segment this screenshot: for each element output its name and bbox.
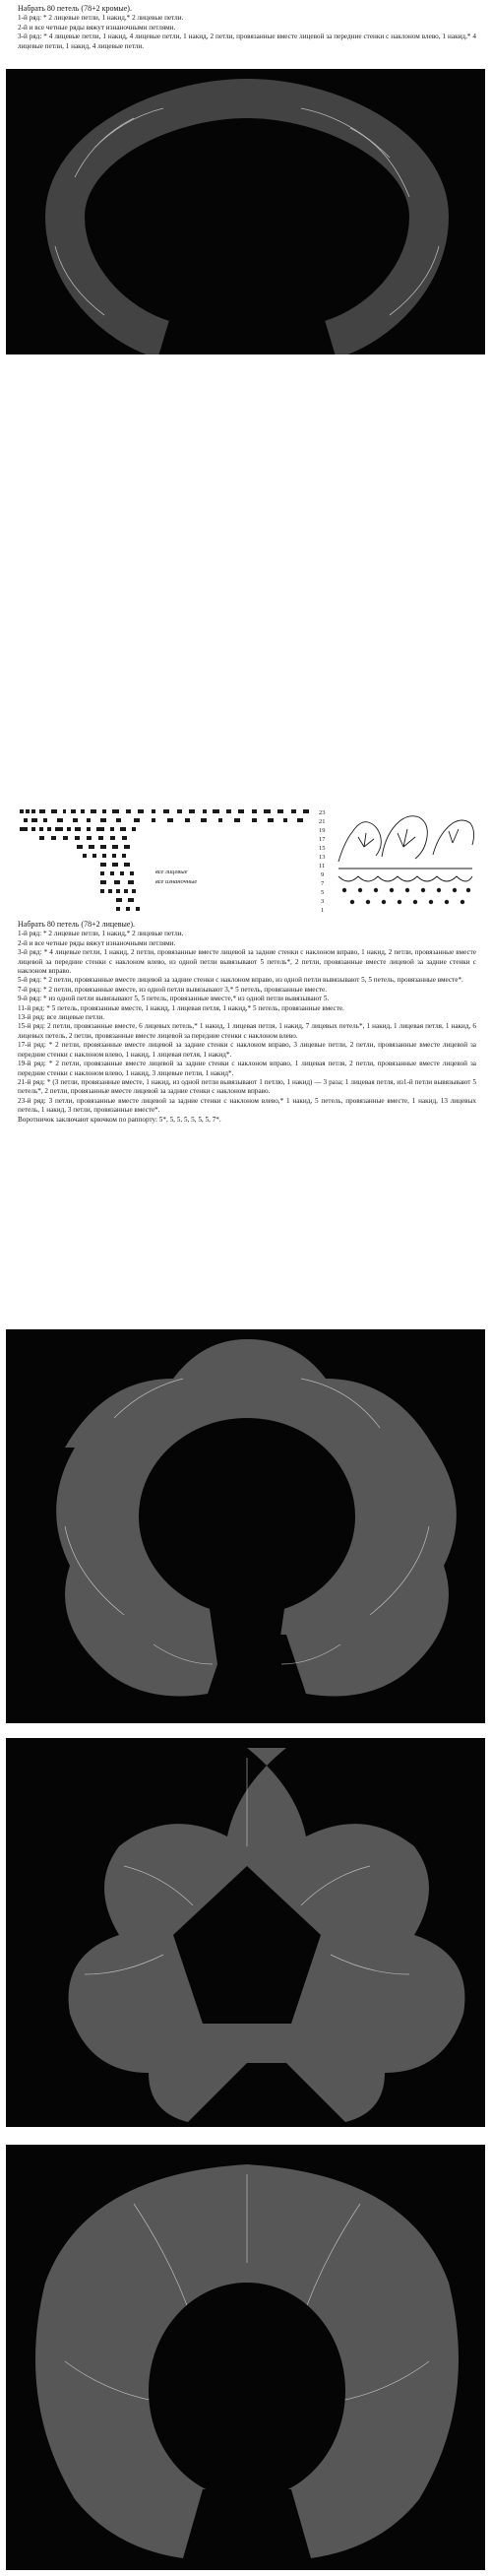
instructions-2-line: Воротничок заключают крючком по раппорту: 5*, 5, 5, 5, 5, 5, 5, 7*. bbox=[18, 1115, 221, 1124]
instructions-2-line: 2-й и все четные ряды вяжут изнаночными петлями. bbox=[18, 938, 176, 947]
instructions-2-line: 13-й ряд: все лицевые петли. bbox=[18, 1013, 105, 1022]
instructions-2-line: 3-й ряд: * 4 лицевые петли, 1 накид, 2 петли, провязанные вместе лицевой за задние стенки с наклоном вправо, 1 накид, 2 петли, провязанные вместе лицевой за передние стенки с наклоном влево, из одной петли вывязывают 5 петель*, 2 петли, провязанные вместе лицевой за задние стенки с наклоном вправо. bbox=[18, 948, 476, 976]
chart-row-number: 7 bbox=[321, 880, 325, 887]
instructions-1-line: 2-й и все четные ряды вяжут изнаночными петлями. bbox=[18, 23, 176, 32]
instructions-1-title: Набрать 80 петель (78+2 кромые). bbox=[18, 4, 132, 13]
chart-symbols bbox=[18, 807, 331, 914]
chart-row-number: 17 bbox=[319, 836, 326, 843]
chart-row-number: 9 bbox=[321, 871, 325, 878]
chart-row-number: 15 bbox=[319, 845, 326, 852]
chart-row-number: 21 bbox=[319, 818, 326, 825]
instructions-2-title: Набрать 80 петель (78+2 лицевые). bbox=[18, 920, 136, 929]
legend-all-knit: все лицевые bbox=[155, 869, 188, 875]
lace-collar-photo-2 bbox=[6, 1329, 485, 1723]
lace-collar-illustration bbox=[6, 1738, 485, 2127]
chart-row-number: 3 bbox=[321, 898, 325, 905]
instructions-1-line: 3-й ряд: * 4 лицевые петли, 1 накид, 4 лицевые петли, 1 накид, 2 петли, провязанные вместе лицевой за передние стенки с наклоном влево, 1 накид,* 4 лицевые петли, 1 накид, 4 лицевые петли. bbox=[18, 32, 476, 50]
lace-collar-illustration bbox=[6, 69, 485, 354]
lace-collar-photo-4 bbox=[6, 2145, 485, 2570]
instructions-2-line: 21-й ряд: * (3 петли, провязанные вместе, 1 накид, из одной петли вывязывают 1 петлю, 1 накид) — 3 раза; 1 лицевая петля, из1-й петли вывязывают 5 петель*, 2 петли, провязанные вместе лицевой за задние стенки с наклоном вправо. bbox=[18, 1077, 476, 1096]
knitting-diagram bbox=[18, 807, 476, 914]
symbol-chart bbox=[18, 807, 331, 914]
chart-row-number: 5 bbox=[321, 889, 325, 896]
lace-collar-photo-1 bbox=[6, 69, 485, 354]
pattern-sketch bbox=[335, 807, 476, 914]
legend-all-purl: все изнаночные bbox=[155, 878, 198, 885]
chart-row-number: 23 bbox=[319, 809, 326, 816]
instructions-2-line: 1-й ряд: * 2 лицевые петли, 1 накид,* 2 лицевые петли. bbox=[18, 930, 184, 938]
chart-row-number: 11 bbox=[319, 863, 326, 869]
chart-row-number: 19 bbox=[319, 827, 326, 834]
instructions-2-line: 23-й ряд: 3 петли, провязанные вместе лицевой за задние стенки с наклоном влево,* 1 накид, 5 петель, провязанные вместе, 1 накид, 13 лицевых петель, 1 накид, 3 петли, провязанные вместе*. bbox=[18, 1096, 476, 1115]
instructions-2-line: 7-й ряд: * 2 петли, провязанные вместе, из одной петли вывязывают 3,* 5 петель, провязанные вместе. bbox=[18, 985, 327, 994]
instructions-2-line: 19-й ряд: * 2 петли, провязанные вместе лицевой за задние стенки с наклоном вправо, 1 лицевая петля, 2 петли, провязанные вместе лицевой за передние стенки с наклоном влево, 1 накид, 3 лицевые петли, 1 накид*. bbox=[18, 1060, 476, 1077]
chart-row-number: 13 bbox=[319, 854, 326, 861]
instructions-2-line: 9-й ряд: * из одной петли вывязывают 5, 5 петель, провязанные вместе,* из одной петли вывязывают 5. bbox=[18, 995, 330, 1003]
instructions-2-line: 15-й ряд: 2 петли, провязанные вместе, 6 лицевых петель,* 1 накид, 1 лицевая петля, 1 накид, 7 лицевых петель*, 1 накид, 1 лицевая петля, 1 накид, 6 лицевых петель, 2 петли, провязанные вместе лицевой за передние стенки с наклоном влево. bbox=[18, 1022, 476, 1040]
instructions-1-line: 1-й ряд: * 2 лицевые петли, 1 накид,* 2 лицевые петли. bbox=[18, 14, 184, 23]
lace-collar-illustration bbox=[6, 1329, 485, 1723]
instructions-2-line: 5-й ряд: * 2 петли, провязанные вместе лицевой за задние стенки с наклоном вправо, из одной петли вывязывают 5, 5 петель, провязанные вместе*. bbox=[18, 976, 463, 985]
instructions-2-line: 11-й ряд: * 5 петель, провязанные вместе, 1 накид, 1 лицевая петля, 1 накид,* 5 петель, провязанные вместе. bbox=[18, 1003, 344, 1012]
instructions-2-line: 17-й ряд: * 2 петли, провязанные вместе лицевой за задние стенки с наклоном вправо, 3 лицевые петли, 2 петли, провязанные вместе лицевой за передние стенки с наклоном влево, 1 накид, 1 лицевая петля, 1 накид*. bbox=[18, 1041, 476, 1059]
instructions-block-2 bbox=[18, 920, 476, 1125]
pattern-sketch-drawing bbox=[335, 807, 476, 914]
chart-row-number: 1 bbox=[321, 907, 325, 914]
lace-collar-illustration bbox=[6, 2145, 485, 2570]
lace-collar-photo-3 bbox=[6, 1738, 485, 2127]
instructions-block-1 bbox=[18, 4, 476, 51]
